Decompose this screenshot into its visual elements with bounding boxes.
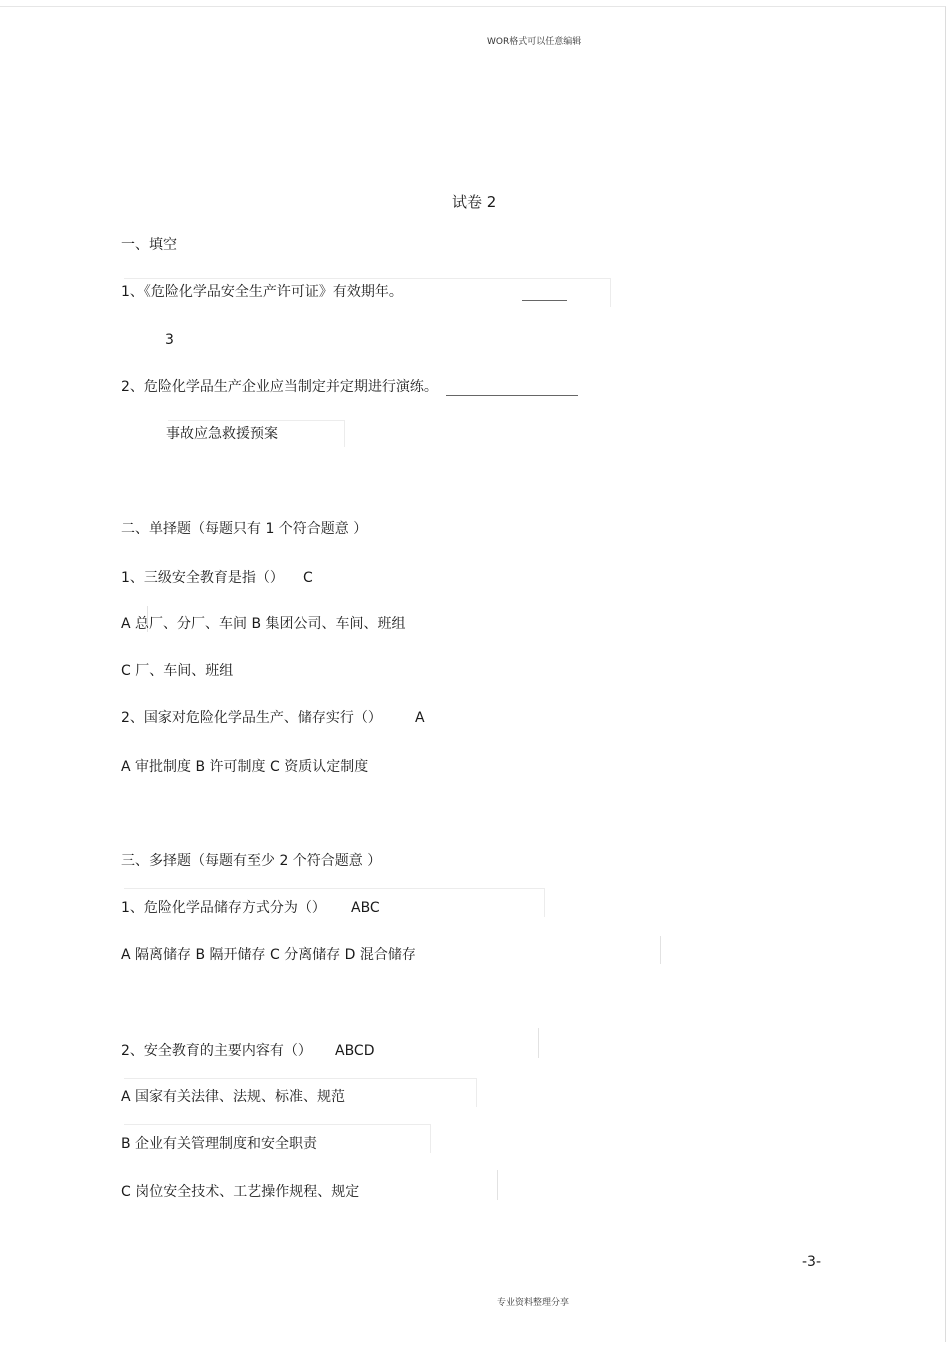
s1-q2-text: 2、危险化学品生产企业应当制定并定期进行演练。 <box>121 379 438 395</box>
s2-q2-answer: A <box>415 710 425 726</box>
s1-q1-answer: 3 <box>165 332 174 348</box>
s2-q2-options: A 审批制度 B 许可制度 C 资质认定制度 <box>121 759 369 775</box>
footer-note: 专业资料整理分享 <box>497 1298 570 1308</box>
s1-q1-blank-line <box>522 300 567 301</box>
s1-q2-blank-line <box>446 395 578 396</box>
page-number: -3- <box>802 1254 822 1270</box>
scan-line <box>538 1028 539 1058</box>
page-title: 试卷 2 <box>452 193 497 211</box>
s3-q2-option-c: C 岗位安全技术、工艺操作规程、规定 <box>121 1184 360 1200</box>
s3-q1-text: 1、危险化学品储存方式分为（） <box>121 900 326 916</box>
s2-q1-text: 1、三级安全教育是指（） <box>121 570 284 586</box>
section1-heading: 一、填空 <box>121 237 177 253</box>
s3-q1-options: A 隔离储存 B 隔开储存 C 分离储存 D 混合储存 <box>121 947 416 963</box>
scan-line <box>497 1170 498 1200</box>
s3-q2-option-b: B 企业有关管理制度和安全职责 <box>121 1136 318 1152</box>
s2-q1-options-line1: A 总厂、分厂、车间 B 集团公司、车间、班组 <box>121 616 406 632</box>
s3-q2-answer: ABCD <box>335 1043 375 1059</box>
s1-q1-text: 1、《危险化学品安全生产许可证》有效期年。 <box>121 284 403 300</box>
scan-line <box>660 936 661 964</box>
s2-q1-answer: C <box>303 570 313 586</box>
s3-q1-answer: ABC <box>351 900 380 916</box>
header-watermark: WOR格式可以任意编辑 <box>487 37 582 47</box>
section2-heading: 二、单择题（每题只有 1 个符合题意 ） <box>121 521 368 537</box>
s2-q2-text: 2、国家对危险化学品生产、储存实行（） <box>121 710 382 726</box>
s1-q2-answer: 事故应急救援预案 <box>166 426 278 442</box>
s3-q2-option-a: A 国家有关法律、法规、标准、规范 <box>121 1089 346 1105</box>
s2-q1-options-line2: C 厂、车间、班组 <box>121 663 234 679</box>
s3-q2-text: 2、安全教育的主要内容有（） <box>121 1043 312 1059</box>
section3-heading: 三、多择题（每题有至少 2 个符合题意 ） <box>121 853 382 869</box>
